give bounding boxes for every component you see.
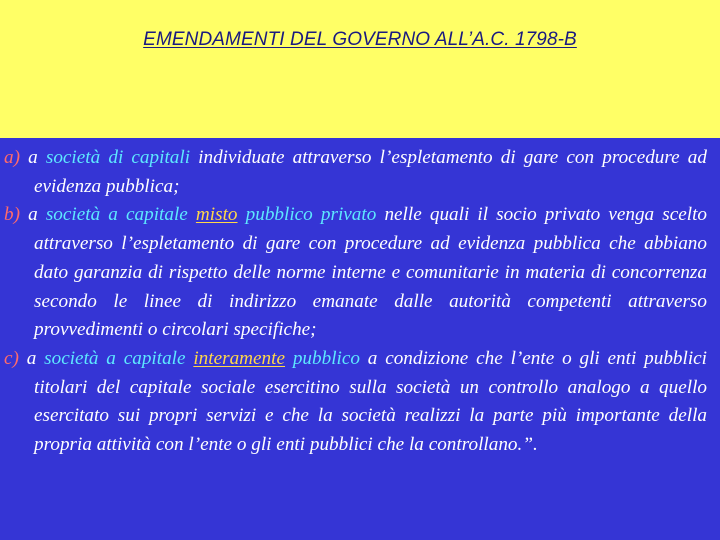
item-highlight: società di capitali (45, 147, 191, 168)
title-banner (0, 0, 720, 138)
item-lead: a (19, 204, 46, 226)
item-lead: a (18, 347, 45, 369)
item-text: nelle quali il socio privato venga scelto attraverso l’espletamento di gare con procedure ad evidenza pubblica che abbiano dato garanzia di rispetto delle norme interne e comunitarie in materia di concorrenza secondo le linee di indirizzo emanate dalle autorità competenti attraverso provvedimenti o circolari specifiche; (34, 204, 708, 341)
list-item-a (4, 144, 707, 201)
item-highlight: società a capitale (45, 204, 196, 226)
item-highlight-continued: pubblico privato (237, 204, 377, 226)
item-highlight-underlined: interamente (193, 347, 285, 369)
page-title: EMENDAMENTI DEL GOVERNO ALL’A.C. 1798-B (143, 29, 577, 50)
item-text: a condizione che l’ente o gli enti pubblici titolari del capitale sociale esercitino sulla società un controllo analogo a quello esercitato sui propri servizi e che la società realizzi la parte più importante della propria attività con l’ente o gli enti pubblici che la controllano.”. (34, 347, 708, 456)
item-highlight-continued: pubblico (285, 347, 360, 369)
amendment-list (4, 144, 707, 460)
item-highlight-underlined: misto (195, 204, 238, 226)
item-marker: b) (4, 204, 20, 226)
item-marker: a) (4, 147, 20, 168)
item-marker: c) (4, 347, 19, 369)
item-lead: a (19, 147, 46, 168)
item-text: individuate attraverso l’espletamento di gare con procedure ad evidenza pubblica; (34, 147, 707, 197)
list-item-c (4, 345, 707, 460)
list-item-b (4, 201, 707, 345)
item-highlight: società a capitale (44, 347, 194, 369)
